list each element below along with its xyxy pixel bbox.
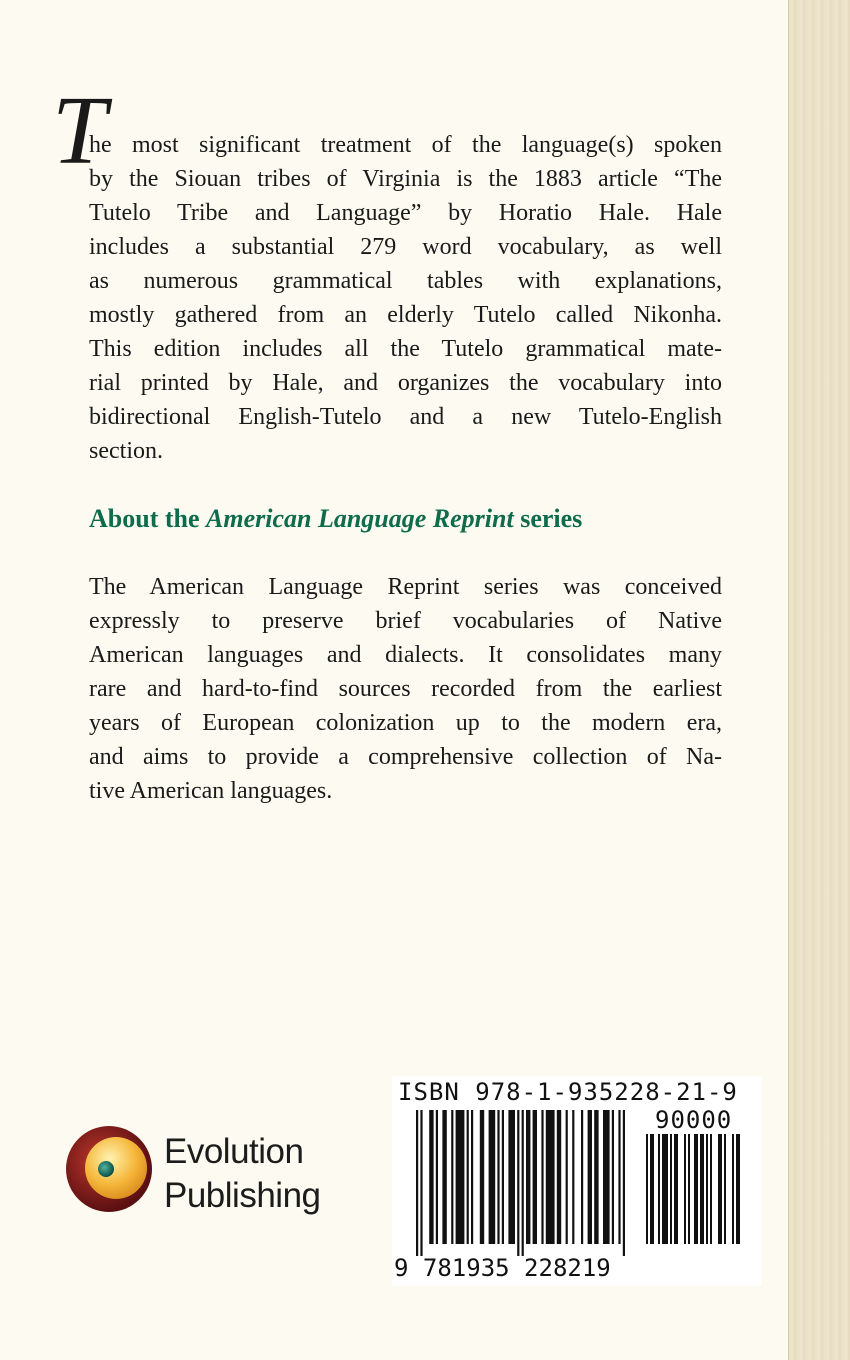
barcode-bar bbox=[646, 1134, 648, 1244]
text-line: rare and hard-to-find sources recorded from the earliest bbox=[89, 676, 722, 702]
ean-barcode bbox=[416, 1110, 626, 1256]
text-line: he most significant treatment of the language(s) spoken bbox=[89, 132, 722, 158]
barcode-bar bbox=[517, 1110, 519, 1256]
text-line: tive American languages. bbox=[89, 778, 333, 804]
barcode-bar bbox=[451, 1110, 453, 1244]
barcode-bar bbox=[618, 1110, 620, 1244]
text-line: expressly to preserve brief vocabularies of Native bbox=[89, 608, 722, 634]
barcode-bar bbox=[566, 1110, 568, 1244]
text-line: by the Siouan tribes of Virginia is the 1883 article “The bbox=[89, 166, 722, 192]
isbn-label: ISBN 978-1-935228-21-9 bbox=[398, 1078, 738, 1106]
price-addon-label: 90000 bbox=[655, 1106, 733, 1134]
barcode-bar bbox=[489, 1110, 496, 1244]
barcode-bar bbox=[456, 1110, 465, 1244]
barcode-bar bbox=[724, 1134, 726, 1244]
barcode-bar bbox=[603, 1110, 610, 1244]
text-line: rial printed by Hale, and organizes the vocabulary into bbox=[89, 370, 722, 396]
text-line: years of European colonization up to the modern era, bbox=[89, 710, 722, 736]
barcode-bar bbox=[718, 1134, 722, 1244]
drop-cap: T bbox=[52, 77, 107, 185]
barcode-bar bbox=[429, 1110, 433, 1244]
barcode-bar bbox=[546, 1110, 555, 1244]
barcode-bar bbox=[588, 1110, 592, 1244]
barcode-bar bbox=[533, 1110, 537, 1244]
addon-barcode bbox=[646, 1134, 750, 1256]
barcode-bar bbox=[480, 1110, 484, 1244]
barcode-bar bbox=[594, 1110, 598, 1244]
barcode-bar bbox=[526, 1110, 530, 1244]
description-paragraph bbox=[89, 128, 722, 468]
series-heading-prefix: About the bbox=[89, 504, 207, 533]
barcode-bar bbox=[706, 1134, 708, 1244]
barcode-bar bbox=[581, 1110, 583, 1244]
barcode-bar bbox=[688, 1134, 690, 1244]
text-line: includes a substantial 279 word vocabulary, as well bbox=[89, 234, 722, 260]
text-line: Tutelo Tribe and Language” by Horatio Hale. Hale bbox=[89, 200, 722, 226]
barcode-bar bbox=[650, 1134, 654, 1244]
barcode-bar bbox=[700, 1134, 704, 1244]
barcode-bar bbox=[508, 1110, 515, 1244]
evolution-publishing-logo-icon bbox=[64, 1124, 154, 1214]
barcode-bar bbox=[732, 1134, 734, 1244]
publisher-name bbox=[164, 1130, 321, 1218]
barcode-bar bbox=[557, 1110, 561, 1244]
text-line: as numerous grammatical tables with explanations, bbox=[89, 268, 722, 294]
barcode-bar bbox=[471, 1110, 473, 1244]
barcode-bar bbox=[420, 1110, 422, 1256]
barcode-bar bbox=[497, 1110, 499, 1244]
barcode-bar bbox=[670, 1134, 672, 1244]
barcode-bar bbox=[502, 1110, 504, 1244]
series-heading-title: American Language Reprint bbox=[206, 504, 514, 533]
barcode-bar bbox=[684, 1134, 686, 1244]
barcode-bar bbox=[662, 1134, 668, 1244]
book-spine-edge bbox=[788, 0, 850, 1360]
publisher-name-line2: Publishing bbox=[164, 1176, 321, 1215]
barcode-bar bbox=[623, 1110, 625, 1256]
barcode-bar bbox=[658, 1134, 660, 1244]
barcode-bar bbox=[442, 1110, 446, 1244]
ean-digits: 9 781935 228219 bbox=[394, 1254, 611, 1282]
text-line: The American Language Reprint series was conceived bbox=[89, 574, 722, 600]
barcode-bar bbox=[436, 1110, 438, 1244]
barcode-bar bbox=[467, 1110, 469, 1244]
barcode-bar bbox=[416, 1110, 418, 1256]
barcode-bar bbox=[674, 1134, 678, 1244]
series-heading-suffix: series bbox=[513, 504, 583, 533]
series-paragraph bbox=[89, 570, 722, 808]
series-heading bbox=[89, 502, 582, 536]
barcode-bar bbox=[572, 1110, 574, 1244]
barcode-bar bbox=[694, 1134, 698, 1244]
text-line: This edition includes all the Tutelo grammatical mate- bbox=[89, 336, 722, 362]
text-line: American languages and dialects. It consolidates many bbox=[89, 642, 722, 668]
barcode-bar bbox=[736, 1134, 740, 1244]
text-line: section. bbox=[89, 438, 163, 464]
barcode-bar bbox=[522, 1110, 524, 1256]
text-line: and aims to provide a comprehensive collection of Na- bbox=[89, 744, 722, 770]
publisher-name-line1: Evolution bbox=[164, 1132, 304, 1171]
text-line: mostly gathered from an elderly Tutelo called Nikonha. bbox=[89, 302, 722, 328]
barcode-bar bbox=[541, 1110, 543, 1244]
barcode-bar bbox=[612, 1110, 614, 1244]
text-line: bidirectional English-Tutelo and a new Tutelo-English bbox=[89, 404, 722, 430]
barcode-bar bbox=[710, 1134, 712, 1244]
